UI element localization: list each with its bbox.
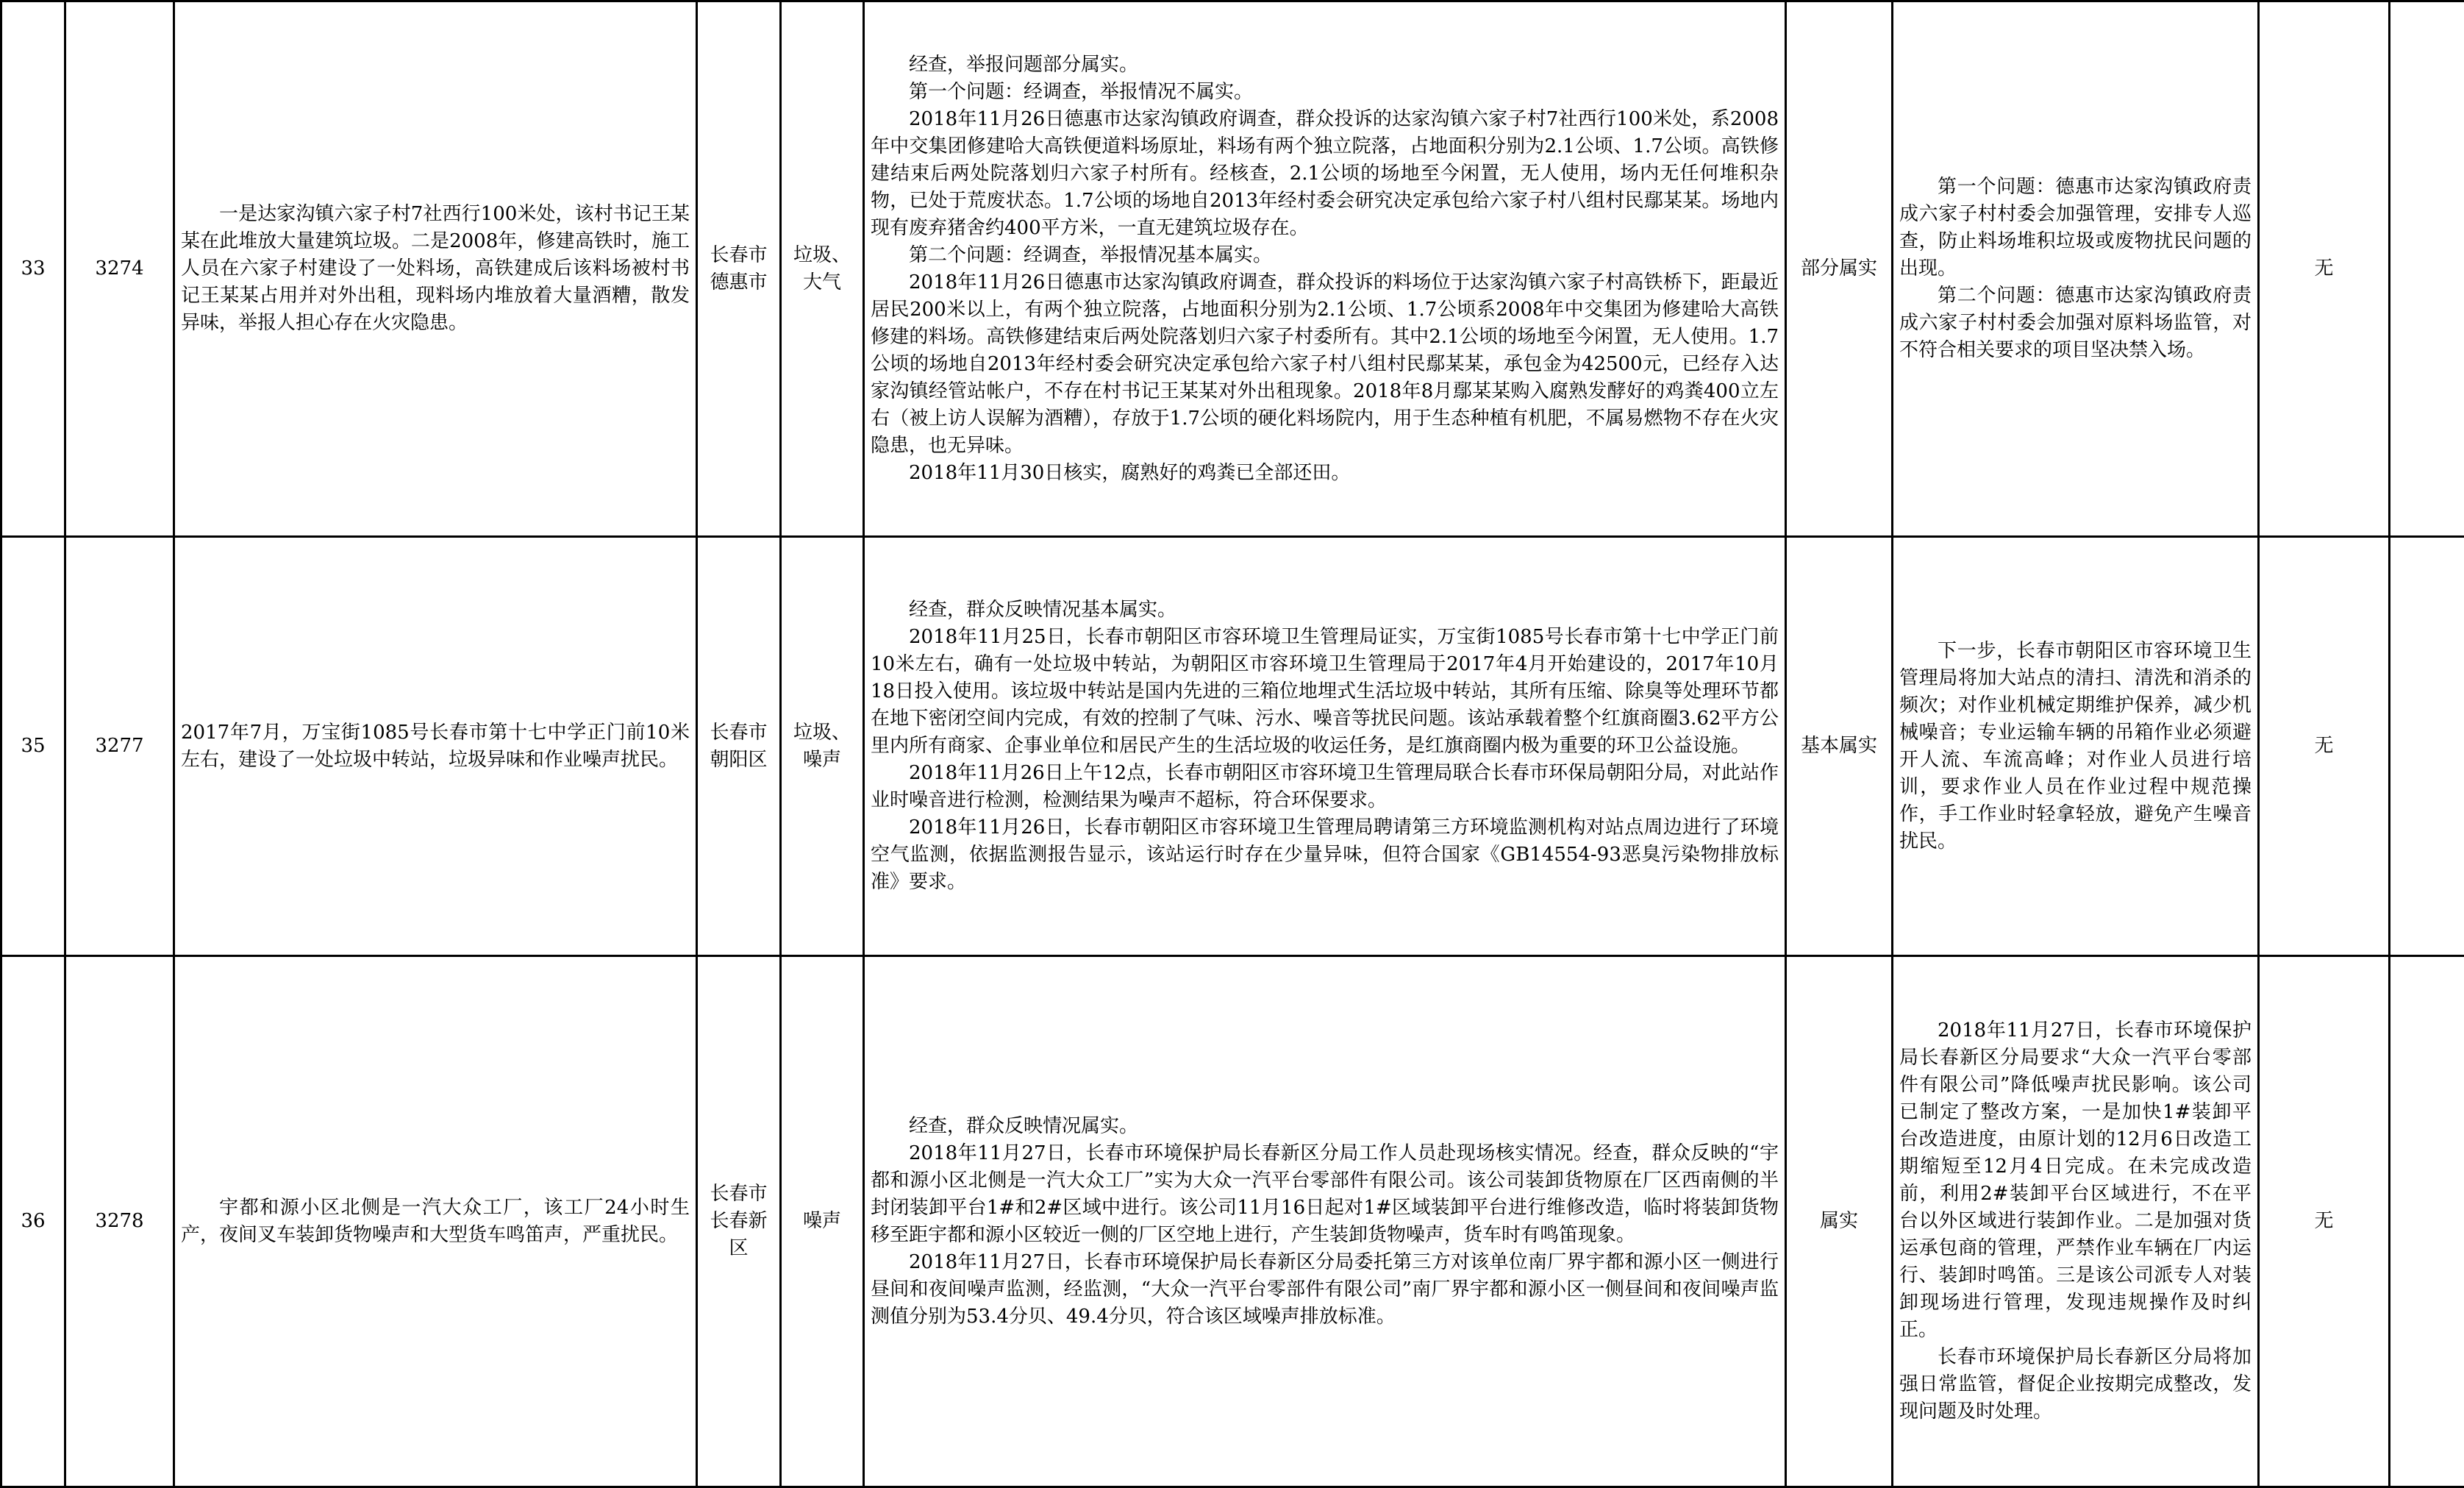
findings-paragraph: 2018年11月30日核实，腐熟好的鸡粪已全部还田。	[871, 460, 1779, 487]
findings-cell	[864, 1, 1786, 537]
case-number-cell: 3277	[65, 537, 174, 956]
complaint-cell	[174, 956, 697, 1487]
complaint-cell	[174, 537, 697, 956]
findings-paragraph: 经查，群众反映情况属实。	[871, 1113, 1779, 1140]
location-cell: 长春市长春新区	[697, 956, 781, 1487]
complaint-text: 一是达家沟镇六家子村7社西行100米处，该村书记王某某在此堆放大量建筑垃圾。二是2008年，修建高铁时，施工人员在六家子村建设了一处料场，高铁建成后该料场被村书记王某某占用并对外出租，现料场内堆放着大量酒糟，散发异味，举报人担心存在火灾隐患。	[181, 201, 690, 337]
accountability-cell: 无	[2259, 1, 2390, 537]
measures-paragraph: 2018年11月27日，长春市环境保护局长春新区分局要求“大众一汽平台零部件有限公司”降低噪声扰民影响。该公司已制定了整改方案，一是加快1#装卸平台改造进度，由原计划的12月6日改造工期缩短至12月4日完成。在未完成改造前，利用2#装卸平台区域进行，不在平台以外区域进行装卸作业。二是加强对货运承包商的管理，严禁作业车辆在厂内运行、装卸时鸣笛。三是该公司派专人对装卸现场进行管理，发现违规操作及时纠正。	[1899, 1017, 2251, 1344]
category-cell: 噪声	[781, 956, 864, 1487]
table-row	[1, 537, 2464, 956]
measures-cell	[1893, 1, 2259, 537]
findings-paragraph: 2018年11月26日，长春市朝阳区市容环境卫生管理局聘请第三方环境监测机构对站点周边进行了环境空气监测，依据监测报告显示，该站运行时存在少量异味，但符合国家《GB14554-93恶臭污染物排放标准》要求。	[871, 814, 1779, 896]
accountability-cell: 无	[2259, 956, 2390, 1487]
findings-paragraph: 2018年11月26日德惠市达家沟镇政府调查，群众投诉的达家沟镇六家子村7社西行100米处，系2008年中交集团修建哈大高铁便道料场原址，料场有两个独立院落，占地面积分别为2.1公顷、1.7公顷。高铁修建结束后两处院落划归六家子村所有。经核查，2.1公顷的场地至今闲置，无人使用，场内无任何堆积杂物，已处于荒废状态。1.7公顷的场地自2013年经村委会研究决定承包给六家子村八组村民鄢某某。场地内现有废弃猪舍约400平方米，一直无建筑垃圾存在。	[871, 106, 1779, 242]
table-row	[1, 1, 2464, 537]
extra-cell	[2390, 956, 2464, 1487]
findings-paragraph: 第一个问题：经调查，举报情况不属实。	[871, 79, 1779, 106]
findings-paragraph: 2018年11月27日，长春市环境保护局长春新区分局工作人员赴现场核实情况。经查，群众反映的“宇都和源小区北侧是一汽大众工厂”实为大众一汽平台零部件有限公司。该公司装卸货物原在厂区西南侧的半封闭装卸平台1#和2#区域中进行。该公司11月16日起对1#区域装卸平台进行维修改造，临时将装卸货物移至距宇都和源小区较近一侧的厂区空地上进行，产生装卸货物噪声，货车时有鸣笛现象。	[871, 1140, 1779, 1249]
table-row	[1, 956, 2464, 1487]
accountability-cell: 无	[2259, 537, 2390, 956]
measures-paragraph: 第二个问题：德惠市达家沟镇政府责成六家子村村委会加强对原料场监管，对不符合相关要求的项目坚决禁入场。	[1899, 282, 2251, 364]
category-cell: 垃圾、大气	[781, 1, 864, 537]
findings-paragraph: 2018年11月27日，长春市环境保护局长春新区分局委托第三方对该单位南厂界宇都和源小区一侧进行昼间和夜间噪声监测，经监测，“大众一汽平台零部件有限公司”南厂界宇都和源小区一侧昼间和夜间噪声监测值分别为53.4分贝、49.4分贝，符合该区域噪声排放标准。	[871, 1249, 1779, 1331]
findings-paragraph: 2018年11月26日上午12点，长春市朝阳区市容环境卫生管理局联合长春市环保局朝阳分局，对此站作业时噪音进行检测，检测结果为噪声不超标，符合环保要求。	[871, 760, 1779, 814]
location-cell: 长春市朝阳区	[697, 537, 781, 956]
seq-cell: 36	[1, 956, 65, 1487]
extra-cell	[2390, 1, 2464, 537]
measures-paragraph: 长春市环境保护局长春新区分局将加强日常监管，督促企业按期完成整改，发现问题及时处理。	[1899, 1344, 2251, 1425]
verdict-cell: 部分属实	[1786, 1, 1893, 537]
measures-paragraph: 第一个问题：德惠市达家沟镇政府责成六家子村村委会加强管理，安排专人巡查，防止料场堆积垃圾或废物扰民问题的出现。	[1899, 174, 2251, 282]
complaint-text: 2017年7月，万宝街1085号长春市第十七中学正门前10米左右，建设了一处垃圾中转站，垃圾异味和作业噪声扰民。	[181, 719, 690, 774]
findings-cell	[864, 537, 1786, 956]
findings-paragraph: 经查，群众反映情况基本属实。	[871, 597, 1779, 624]
findings-paragraph: 2018年11月26日德惠市达家沟镇政府调查，群众投诉的料场位于达家沟镇六家子村高铁桥下，距最近居民200米以上，有两个独立院落，占地面积分别为2.1公顷、1.7公顷系2008年中交集团为修建哈大高铁修建的料场。高铁修建结束后两处院落划归六家子村委所有。其中2.1公顷的场地至今闲置，无人使用。1.7公顷的场地自2013年经村委会研究决定承包给六家子村八组村民鄢某某，承包金为42500元，已经存入达家沟镇经管站帐户，不存在村书记王某某对外出租现象。2018年8月鄢某某购入腐熟发酵好的鸡粪400立左右（被上访人误解为酒糟），存放于1.7公顷的硬化料场院内，用于生态种植有机肥，不属易燃物不存在火灾隐患，也无异味。	[871, 269, 1779, 460]
location-cell: 长春市德惠市	[697, 1, 781, 537]
findings-paragraph: 经查，举报问题部分属实。	[871, 51, 1779, 79]
measures-cell	[1893, 956, 2259, 1487]
measures-paragraph: 下一步，长春市朝阳区市容环境卫生管理局将加大站点的清扫、清洗和消杀的频次；对作业机械定期维护保养，减少机械噪音；专业运输车辆的吊箱作业必须避开人流、车流高峰；对作业人员进行培训，要求作业人员在作业过程中规范操作，手工作业时轻拿轻放，避免产生噪音扰民。	[1899, 638, 2251, 855]
seq-cell: 35	[1, 537, 65, 956]
case-number-cell: 3274	[65, 1, 174, 537]
complaint-cell	[174, 1, 697, 537]
findings-paragraph: 第二个问题：经调查，举报情况基本属实。	[871, 242, 1779, 269]
category-cell: 垃圾、噪声	[781, 537, 864, 956]
extra-cell	[2390, 537, 2464, 956]
findings-paragraph: 2018年11月25日，长春市朝阳区市容环境卫生管理局证实，万宝街1085号长春市第十七中学正门前10米左右，确有一处垃圾中转站，为朝阳区市容环境卫生管理局于2017年4月开始建设的，2017年10月18日投入使用。该垃圾中转站是国内先进的三箱位地埋式生活垃圾中转站，其所有压缩、除臭等处理环节都在地下密闭空间内完成，有效的控制了气味、污水、噪音等扰民问题。该站承载着整个红旗商圈3.62平方公里内所有商家、企事业单位和居民产生的生活垃圾的收运任务，是红旗商圈内极为重要的环卫公益设施。	[871, 624, 1779, 760]
case-number-cell: 3278	[65, 956, 174, 1487]
complaint-text: 宇都和源小区北侧是一汽大众工厂，该工厂24小时生产，夜间叉车装卸货物噪声和大型货车鸣笛声，严重扰民。	[181, 1195, 690, 1249]
measures-cell	[1893, 537, 2259, 956]
seq-cell: 33	[1, 1, 65, 537]
verdict-cell: 属实	[1786, 956, 1893, 1487]
verdict-cell: 基本属实	[1786, 537, 1893, 956]
findings-cell	[864, 956, 1786, 1487]
